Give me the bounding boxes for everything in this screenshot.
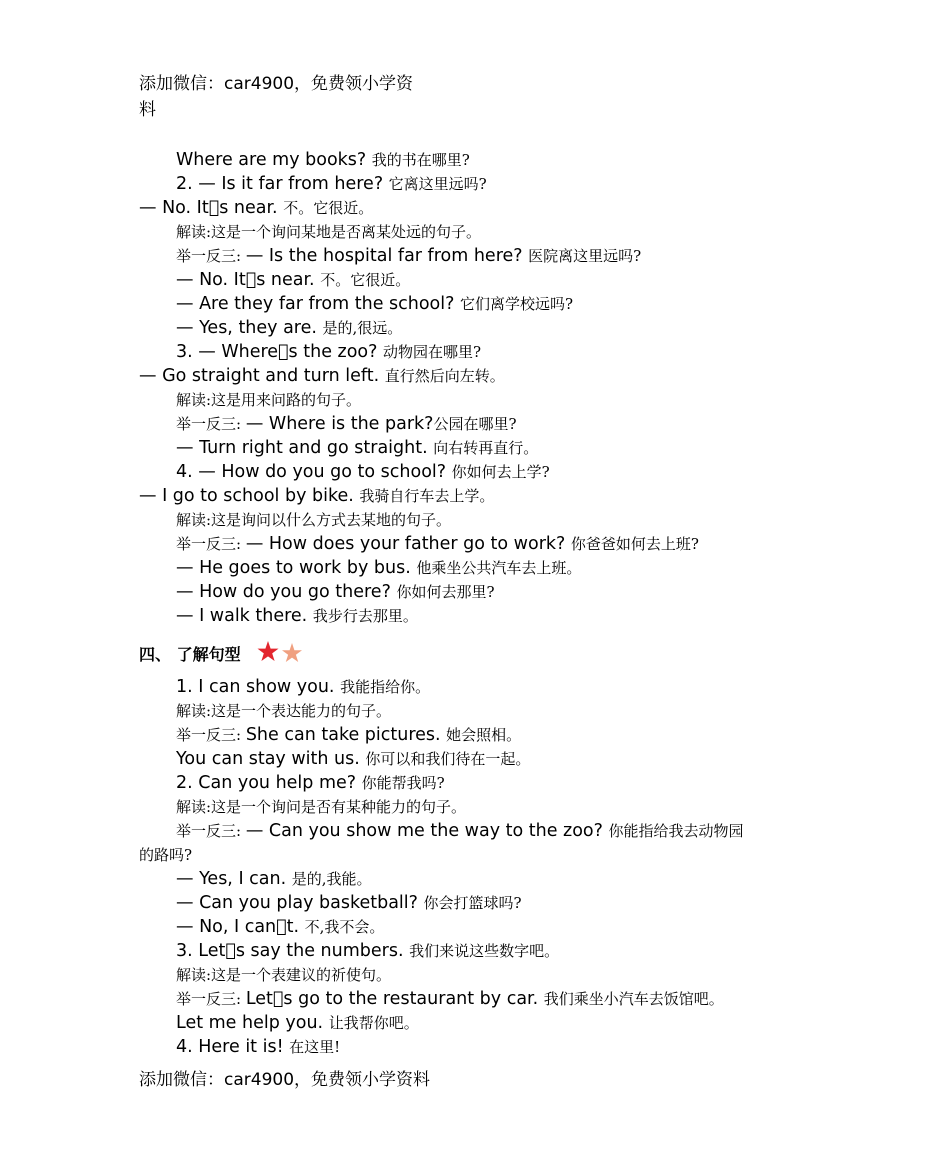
english-text: — Can you play basketball? [176, 893, 424, 913]
sentence-line [176, 675, 430, 699]
chinese-text: 你如何去上学? [451, 463, 550, 481]
english-text: — He goes to work by bus. [176, 558, 417, 578]
sentence-line [176, 220, 481, 244]
example-prefix: 举一反三: [176, 535, 246, 553]
chinese-text: 解读:这是一个表建议的祈使句。 [176, 966, 392, 984]
sentence-line [176, 172, 487, 196]
sentence-line [176, 987, 724, 1011]
sentence-line [176, 891, 522, 915]
english-text: — Turn right and go straight. [176, 438, 434, 458]
section-heading [139, 640, 305, 666]
sentence-line [176, 412, 517, 436]
english-text: — I walk there. [176, 606, 313, 626]
english-text: — Yes, they are. [176, 318, 323, 338]
sentence-line [176, 556, 581, 580]
chinese-text: 直行然后向左转。 [384, 367, 505, 385]
chinese-text: 在这里! [289, 1038, 341, 1056]
sentence-line [176, 723, 521, 747]
sentence-line [139, 364, 505, 388]
english-text: — Where is the park? [245, 414, 434, 434]
english-text: Let s go to the restaurant by car. [245, 989, 544, 1009]
sentence-line [176, 532, 699, 556]
sentence-line [176, 699, 391, 723]
sentence-line [176, 795, 466, 819]
english-text: — I go to school by bike. [139, 486, 360, 506]
sentence-line [176, 436, 538, 460]
chinese-text: 不。它很近。 [320, 271, 411, 289]
sentence-line [176, 388, 361, 412]
english-text: 2. — Is it far from here? [176, 174, 389, 194]
chinese-text: 你爸爸如何去上班? [570, 535, 699, 553]
english-text: She can take pictures. [245, 725, 447, 745]
star-icons [257, 640, 305, 666]
english-text: 3. Let s say the numbers. [176, 941, 410, 961]
header-line-2: 料 [139, 100, 156, 120]
footer-note: 添加微信：car4900，免费领小学资料 [139, 1070, 431, 1090]
chinese-text: 他乘坐公共汽车去上班。 [416, 559, 582, 577]
chinese-text: 的路吗? [139, 846, 193, 864]
sentence-line [176, 963, 391, 987]
sentence-line [139, 843, 192, 867]
english-text: — Is the hospital far from here? [245, 246, 529, 266]
sentence-line [176, 340, 481, 364]
pale-star-icon [282, 643, 302, 662]
sentence-line [176, 508, 451, 532]
chinese-text: 你如何去那里? [396, 583, 495, 601]
sentence-line [176, 1035, 340, 1059]
english-text: — How does your father go to work? [245, 534, 571, 554]
sentence-line [176, 292, 573, 316]
chinese-text: 我步行去那里。 [312, 607, 418, 625]
chinese-text: 你能指给我去动物园 [608, 822, 744, 840]
sentence-line [139, 484, 494, 508]
chinese-text: 我们乘坐小汽车去饭馆吧。 [543, 990, 724, 1008]
english-text: You can stay with us. [176, 749, 366, 769]
english-text: 4. Here it is! [176, 1037, 290, 1057]
english-text: Where are my books? [176, 150, 372, 170]
chinese-text: 它离这里远吗? [388, 175, 487, 193]
chinese-text: 让我帮你吧。 [328, 1014, 419, 1032]
rating-stars [257, 640, 305, 666]
example-prefix: 举一反三: [176, 726, 246, 744]
english-text: Let me help you. [176, 1013, 329, 1033]
chinese-text: 你会打篮球吗? [423, 894, 522, 912]
red-star-icon [257, 641, 278, 661]
sentence-line [176, 1011, 419, 1035]
chinese-text: 动物园在哪里? [382, 343, 482, 361]
sentence-line [176, 580, 494, 604]
sentence-line [176, 939, 559, 963]
english-text: — No. It s near. [139, 198, 284, 218]
example-prefix: 举一反三: [176, 415, 246, 433]
chinese-text: 我能指给你。 [340, 678, 431, 696]
chinese-text: 解读:这是用来问路的句子。 [176, 391, 362, 409]
chinese-text: 我们来说这些数字吧。 [409, 942, 560, 960]
sentence-line [176, 316, 402, 340]
chinese-text: 解读:这是一个表达能力的句子。 [176, 702, 392, 720]
chinese-text: 你可以和我们待在一起。 [365, 750, 531, 768]
chinese-text: 不。它很近。 [283, 199, 374, 217]
chinese-text: 解读:这是询问以什么方式去某地的句子。 [176, 511, 452, 529]
chinese-text: 医院离这里远吗? [528, 247, 642, 265]
english-text: — Can you show me the way to the zoo? [245, 821, 609, 841]
header-line-1: 添加微信：car4900，免费领小学资 [139, 74, 414, 94]
english-text: — No. It s near. [176, 270, 321, 290]
english-text: 2. Can you help me? [176, 773, 362, 793]
sentence-line [139, 196, 373, 220]
chinese-text: 解读:这是一个询问是否有某种能力的句子。 [176, 798, 467, 816]
english-text: — No, I can t. [176, 917, 305, 937]
sentence-line [176, 244, 641, 268]
chinese-text: 你能帮我吗? [361, 774, 445, 792]
english-text: — Are they far from the school? [176, 294, 460, 314]
chinese-text: 我骑自行车去上学。 [359, 487, 495, 505]
chinese-text: 公园在哪里? [433, 415, 517, 433]
sentence-line [176, 747, 530, 771]
sentence-line [176, 148, 470, 172]
chinese-text: 向右转再直行。 [433, 439, 539, 457]
sentence-line [176, 771, 445, 795]
sentence-line [176, 867, 372, 891]
sentence-line [176, 819, 744, 843]
english-text: — Yes, I can. [176, 869, 292, 889]
chinese-text: 是的,很远。 [322, 319, 403, 337]
english-text: 1. I can show you. [176, 677, 341, 697]
sentence-line [176, 915, 384, 939]
english-text: — Go straight and turn left. [139, 366, 385, 386]
section-title: 四、 了解句型 [139, 644, 241, 664]
chinese-text: 是的,我能。 [291, 870, 372, 888]
chinese-text: 不,我不会。 [304, 918, 385, 936]
example-prefix: 举一反三: [176, 990, 246, 1008]
sentence-line [176, 268, 410, 292]
chinese-text: 她会照相。 [446, 726, 522, 744]
chinese-text: 它们离学校远吗? [459, 295, 574, 313]
chinese-text: 我的书在哪里? [371, 151, 470, 169]
example-prefix: 举一反三: [176, 822, 246, 840]
sentence-line [176, 604, 418, 628]
chinese-text: 解读:这是一个询问某地是否离某处远的句子。 [176, 223, 482, 241]
sentence-line [176, 460, 550, 484]
english-text: — How do you go there? [176, 582, 397, 602]
english-text: 4. — How do you go to school? [176, 462, 452, 482]
english-text: 3. — Where s the zoo? [176, 342, 383, 362]
example-prefix: 举一反三: [176, 247, 246, 265]
